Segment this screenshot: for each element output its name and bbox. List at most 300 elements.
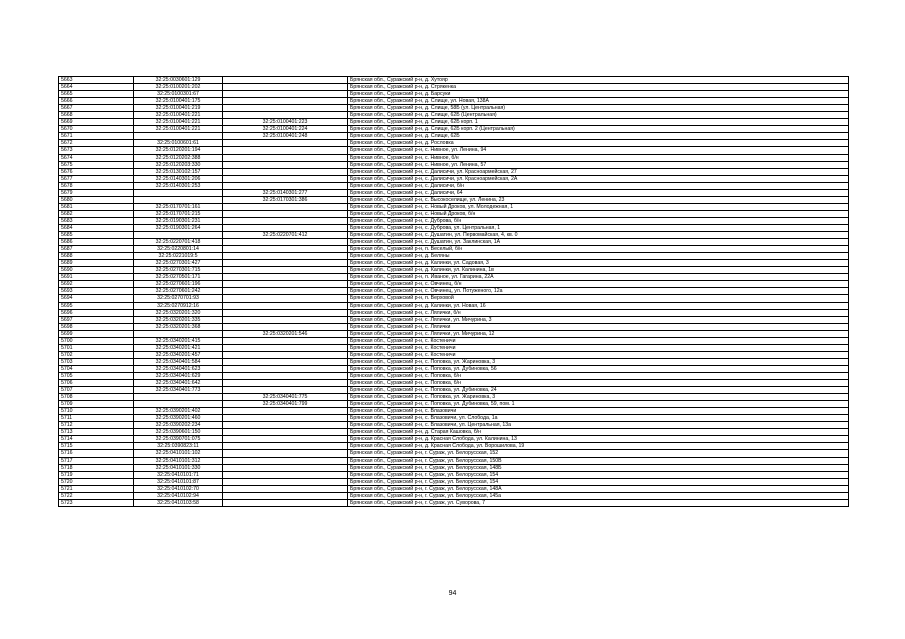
table-row: [59, 422, 849, 429]
table-row: [59, 175, 849, 182]
row-number-cell: 5704: [59, 365, 134, 372]
cadastral-number-cell: 32:25:0221019:5: [134, 253, 223, 260]
cadastral-number-cell: 32:25:0100401:175: [134, 98, 223, 105]
address-cell: Брянская обл., Суражский р-н, с. Поповка, б/н: [348, 380, 849, 387]
address-cell: Брянская обл., Суражский р-н, с. Нивное, ул. Ленина, 57: [348, 161, 849, 168]
row-number-cell: 5673: [59, 147, 134, 154]
row-number-cell: 5684: [59, 224, 134, 231]
row-number-cell: 5693: [59, 288, 134, 295]
cadastral-number-cell: 32:25:0390202:234: [134, 422, 223, 429]
row-number-cell: 5671: [59, 133, 134, 140]
address-cell: Брянская обл., Суражский р-н, с. Нивное, ул. Ленина, 94: [348, 147, 849, 154]
row-number-cell: 5681: [59, 203, 134, 210]
building-cadastral-number-cell: 32:25:0220701:412: [223, 232, 348, 239]
cadastral-number-cell: 32:25:0190301:264: [134, 224, 223, 231]
building-cadastral-number-cell: [223, 161, 348, 168]
row-number-cell: 5722: [59, 492, 134, 499]
row-number-cell: 5691: [59, 274, 134, 281]
table-row: [59, 485, 849, 492]
table-row: [59, 133, 849, 140]
building-cadastral-number-cell: [223, 337, 348, 344]
address-cell: Брянская обл., Суражский р-н, с. Нивное, б/н: [348, 154, 849, 161]
address-cell: Брянская обл., Суражский р-н, с. Поповка, ул. Дубиновка, 24: [348, 387, 849, 394]
table-row: [59, 478, 849, 485]
row-number-cell: 5678: [59, 182, 134, 189]
table-row: [59, 464, 849, 471]
table-row: [59, 429, 849, 436]
page-number: 94: [448, 590, 457, 597]
row-number-cell: 5712: [59, 422, 134, 429]
registry-table-body: [59, 77, 849, 507]
building-cadastral-number-cell: [223, 217, 348, 224]
row-number-cell: 5667: [59, 105, 134, 112]
building-cadastral-number-cell: [223, 365, 348, 372]
address-cell: Брянская обл., Суражский р-н, с. Лялички, ул. Мичурина, 12: [348, 330, 849, 337]
cadastral-number-cell: 32:25:0320201:368: [134, 323, 223, 330]
table-row: [59, 471, 849, 478]
table-row: [59, 217, 849, 224]
row-number-cell: 5715: [59, 443, 134, 450]
building-cadastral-number-cell: 32:25:0170301:386: [223, 196, 348, 203]
row-number-cell: 5711: [59, 415, 134, 422]
cadastral-number-cell: 32:25:0410102:94: [134, 492, 223, 499]
table-row: [59, 119, 849, 126]
building-cadastral-number-cell: [223, 91, 348, 98]
address-cell: Брянская обл., Суражский р-н, д. Старая Кашовка, б/н: [348, 429, 849, 436]
building-cadastral-number-cell: [223, 246, 348, 253]
row-number-cell: 5669: [59, 119, 134, 126]
building-cadastral-number-cell: [223, 309, 348, 316]
cadastral-number-cell: 32:25:0340401:584: [134, 358, 223, 365]
building-cadastral-number-cell: [223, 281, 348, 288]
cadastral-number-cell: 32:25:0320201:335: [134, 316, 223, 323]
cadastral-number-cell: 32:25:0270501:171: [134, 274, 223, 281]
table-row: [59, 499, 849, 506]
cadastral-number-cell: 32:25:0340401:629: [134, 372, 223, 379]
building-cadastral-number-cell: [223, 499, 348, 506]
row-number-cell: 5687: [59, 246, 134, 253]
row-number-cell: 5685: [59, 232, 134, 239]
row-number-cell: 5680: [59, 196, 134, 203]
registry-table: [58, 76, 849, 507]
row-number-cell: 5682: [59, 210, 134, 217]
cadastral-number-cell: 32:25:0410101:102: [134, 450, 223, 457]
cadastral-number-cell: 32:25:0100401:221: [134, 126, 223, 133]
building-cadastral-number-cell: [223, 274, 348, 281]
cadastral-number-cell: 32:25:0340401:642: [134, 380, 223, 387]
table-row: [59, 98, 849, 105]
cadastral-number-cell: 32:25:0390823:11: [134, 443, 223, 450]
row-number-cell: 5720: [59, 478, 134, 485]
cadastral-number-cell: 32:25:0120201:194: [134, 147, 223, 154]
address-cell: Брянская обл., Суражский р-н, с. Овчинец, ул. Потуженого, 12а: [348, 288, 849, 295]
cadastral-number-cell: 32:25:0100201:202: [134, 84, 223, 91]
table-row: [59, 302, 849, 309]
address-cell: Брянская обл., Суражский р-н, с. Новый Дроков, ул. Молодежная, 1: [348, 203, 849, 210]
address-cell: Брянская обл., Суражский р-н, с. Далисичи, ул. Красноармейская, 27: [348, 168, 849, 175]
address-cell: Брянская обл., Суражский р-н, д. Слище, 62Б корп. 2 (Центральная): [348, 126, 849, 133]
row-number-cell: 5692: [59, 281, 134, 288]
cadastral-number-cell: 32:25:0270601:242: [134, 288, 223, 295]
address-cell: Брянская обл., Суражский р-н, с. Далисичи, ул. Красноармейская, 2А: [348, 175, 849, 182]
address-cell: Брянская обл., Суражский р-н, с. Новый Дроков, б/н: [348, 210, 849, 217]
address-cell: Брянская обл., Суражский р-н, с. Высокоселище, ул. Ленина, 23: [348, 196, 849, 203]
cadastral-number-cell: 32:25:0170701:161: [134, 203, 223, 210]
cadastral-number-cell: 32:25:0130102:157: [134, 168, 223, 175]
address-cell: Брянская обл., Суражский р-н, с. Поповка, ул. Жариновка, 3: [348, 358, 849, 365]
row-number-cell: 5664: [59, 84, 134, 91]
cadastral-number-cell: 32:25:0340401:623: [134, 365, 223, 372]
table-row: [59, 224, 849, 231]
building-cadastral-number-cell: [223, 316, 348, 323]
row-number-cell: 5706: [59, 380, 134, 387]
row-number-cell: 5688: [59, 253, 134, 260]
address-cell: Брянская обл., Суражский р-н, г. Сураж, ул. Белорусская, 148Б: [348, 464, 849, 471]
address-cell: Брянская обл., Суражский р-н, д. Красная Слобода, ул. Ворошилова, 19: [348, 443, 849, 450]
registry-table-container: [58, 76, 848, 507]
table-row: [59, 457, 849, 464]
building-cadastral-number-cell: [223, 98, 348, 105]
cadastral-number-cell: 32:25:0220801:14: [134, 246, 223, 253]
building-cadastral-number-cell: [223, 415, 348, 422]
table-row: [59, 351, 849, 358]
building-cadastral-number-cell: [223, 408, 348, 415]
address-cell: Брянская обл., Суражский р-н, с. Лялички, ул. Мичурина, 3: [348, 316, 849, 323]
building-cadastral-number-cell: 32:25:0100401:248: [223, 133, 348, 140]
row-number-cell: 5702: [59, 351, 134, 358]
row-number-cell: 5666: [59, 98, 134, 105]
cadastral-number-cell: 32:25:0270301:715: [134, 267, 223, 274]
address-cell: Брянская обл., Суражский р-н, п. Верховой: [348, 295, 849, 302]
row-number-cell: 5672: [59, 140, 134, 147]
row-number-cell: 5718: [59, 464, 134, 471]
row-number-cell: 5717: [59, 457, 134, 464]
row-number-cell: 5699: [59, 330, 134, 337]
cadastral-number-cell: [134, 189, 223, 196]
address-cell: Брянская обл., Суражский р-н, с. Поповка, ул. Дубиновка, 59, пом. 1: [348, 401, 849, 408]
row-number-cell: 5716: [59, 450, 134, 457]
row-number-cell: 5694: [59, 295, 134, 302]
table-row: [59, 288, 849, 295]
row-number-cell: 5695: [59, 302, 134, 309]
table-row: [59, 147, 849, 154]
row-number-cell: 5689: [59, 260, 134, 267]
address-cell: Брянская обл., Суражский р-н, д. Калинки, ул. Садовая, 3: [348, 260, 849, 267]
address-cell: Брянская обл., Суражский р-н, д. Красная Слобода, ул. Калинина, 13: [348, 436, 849, 443]
cadastral-number-cell: [134, 232, 223, 239]
cadastral-number-cell: 32:25:0270701:93: [134, 295, 223, 302]
building-cadastral-number-cell: [223, 358, 348, 365]
row-number-cell: 5676: [59, 168, 134, 175]
row-number-cell: 5709: [59, 401, 134, 408]
table-row: [59, 154, 849, 161]
table-row: [59, 372, 849, 379]
cadastral-number-cell: 32:25:0340401:773: [134, 387, 223, 394]
row-number-cell: 5675: [59, 161, 134, 168]
cadastral-number-cell: 32:25:0170701:215: [134, 210, 223, 217]
building-cadastral-number-cell: [223, 154, 348, 161]
table-row: [59, 295, 849, 302]
address-cell: Брянская обл., Суражский р-н, д. Беляны: [348, 253, 849, 260]
address-cell: Брянская обл., Суражский р-н, с. Влазовичи, ул. Слобода, 1а: [348, 415, 849, 422]
row-number-cell: 5690: [59, 267, 134, 274]
building-cadastral-number-cell: [223, 429, 348, 436]
address-cell: Брянская обл., Суражский р-н, д. Хутояр: [348, 77, 849, 84]
building-cadastral-number-cell: [223, 147, 348, 154]
row-number-cell: 5723: [59, 499, 134, 506]
building-cadastral-number-cell: 32:25:0100401:224: [223, 126, 348, 133]
building-cadastral-number-cell: [223, 253, 348, 260]
cadastral-number-cell: 32:25:0140301:253: [134, 182, 223, 189]
building-cadastral-number-cell: [223, 175, 348, 182]
address-cell: Брянская обл., Суражский р-н, д. Барсуки: [348, 91, 849, 98]
building-cadastral-number-cell: 32:25:0100401:223: [223, 119, 348, 126]
table-row: [59, 77, 849, 84]
table-row: [59, 203, 849, 210]
building-cadastral-number-cell: [223, 302, 348, 309]
table-row: [59, 182, 849, 189]
table-row: [59, 408, 849, 415]
address-cell: Брянская обл., Суражский р-н, с. Далисичи, 64: [348, 189, 849, 196]
table-row: [59, 112, 849, 119]
table-row: [59, 492, 849, 499]
address-cell: Брянская обл., Суражский р-н, с. Поповка, б/н: [348, 372, 849, 379]
address-cell: Брянская обл., Суражский р-н, д. Калинки, ул. Калинина, 1в: [348, 267, 849, 274]
building-cadastral-number-cell: [223, 112, 348, 119]
row-number-cell: 5683: [59, 217, 134, 224]
table-row: [59, 239, 849, 246]
row-number-cell: 5697: [59, 316, 134, 323]
building-cadastral-number-cell: [223, 210, 348, 217]
table-row: [59, 189, 849, 196]
table-row: [59, 274, 849, 281]
address-cell: Брянская обл., Суражский р-н, с. Костеничи: [348, 337, 849, 344]
row-number-cell: 5713: [59, 429, 134, 436]
building-cadastral-number-cell: [223, 267, 348, 274]
row-number-cell: 5698: [59, 323, 134, 330]
table-row: [59, 316, 849, 323]
table-row: [59, 260, 849, 267]
cadastral-number-cell: 32:25:0270601:196: [134, 281, 223, 288]
building-cadastral-number-cell: [223, 485, 348, 492]
row-number-cell: 5707: [59, 387, 134, 394]
address-cell: Брянская обл., Суражский р-н, г. Сураж, ул. Белорусская, 152: [348, 450, 849, 457]
cadastral-number-cell: [134, 401, 223, 408]
table-row: [59, 84, 849, 91]
table-row: [59, 330, 849, 337]
building-cadastral-number-cell: [223, 84, 348, 91]
cadastral-number-cell: 32:25:0100601:61: [134, 140, 223, 147]
address-cell: Брянская обл., Суражский р-н, д. Слище, 62Б: [348, 133, 849, 140]
table-row: [59, 387, 849, 394]
table-row: [59, 161, 849, 168]
cadastral-number-cell: 32:25:0390201:460: [134, 415, 223, 422]
cadastral-number-cell: 32:25:0410101:87: [134, 478, 223, 485]
address-cell: Брянская обл., Суражский р-н, д. Калинки, ул. Новая, 16: [348, 302, 849, 309]
cadastral-number-cell: 32:25:0410103:58: [134, 499, 223, 506]
cadastral-number-cell: 32:25:0390701:075: [134, 436, 223, 443]
table-row: [59, 232, 849, 239]
address-cell: Брянская обл., Суражский р-н, с. Влазовичи, ул. Центральная, 13а: [348, 422, 849, 429]
building-cadastral-number-cell: [223, 464, 348, 471]
building-cadastral-number-cell: [223, 182, 348, 189]
cadastral-number-cell: 32:25:0190301:231: [134, 217, 223, 224]
cadastral-number-cell: 32:25:0100401:221: [134, 112, 223, 119]
address-cell: Брянская обл., Суражский р-н, с. Лялички, б/н: [348, 309, 849, 316]
table-row: [59, 91, 849, 98]
address-cell: Брянская обл., Суражский р-н, с. Далисичи, б/н: [348, 182, 849, 189]
building-cadastral-number-cell: [223, 203, 348, 210]
table-row: [59, 168, 849, 175]
row-number-cell: 5668: [59, 112, 134, 119]
address-cell: Брянская обл., Суражский р-н, с. Влазовичи: [348, 408, 849, 415]
row-number-cell: 5674: [59, 154, 134, 161]
cadastral-number-cell: 32:25:0100401:221: [134, 119, 223, 126]
address-cell: Брянская обл., Суражский р-н, д. Слище, 58Б (ул. Центральная): [348, 105, 849, 112]
table-row: [59, 309, 849, 316]
building-cadastral-number-cell: 32:25:0340401:799: [223, 401, 348, 408]
address-cell: Брянская обл., Суражский р-н, с. Костеничи: [348, 344, 849, 351]
cadastral-number-cell: 32:25:0390201:402: [134, 408, 223, 415]
address-cell: Брянская обл., Суражский р-н, с. Душатин, ул. Первомайская, 4, кв. 0: [348, 232, 849, 239]
building-cadastral-number-cell: [223, 140, 348, 147]
building-cadastral-number-cell: [223, 380, 348, 387]
table-row: [59, 196, 849, 203]
address-cell: Брянская обл., Суражский р-н, п. Иваное, ул. Гагарина, 22А: [348, 274, 849, 281]
table-row: [59, 344, 849, 351]
building-cadastral-number-cell: [223, 77, 348, 84]
row-number-cell: 5696: [59, 309, 134, 316]
cadastral-number-cell: 32:25:0220701:418: [134, 239, 223, 246]
row-number-cell: 5700: [59, 337, 134, 344]
building-cadastral-number-cell: [223, 372, 348, 379]
address-cell: Брянская обл., Суражский р-н, г. Сураж, ул. Белорусская, 145а: [348, 492, 849, 499]
cadastral-number-cell: 32:25:0270912:16: [134, 302, 223, 309]
cadastral-number-cell: 32:25:0140301:206: [134, 175, 223, 182]
row-number-cell: 5686: [59, 239, 134, 246]
cadastral-number-cell: 32:25:0100301:67: [134, 91, 223, 98]
building-cadastral-number-cell: [223, 457, 348, 464]
table-row: [59, 281, 849, 288]
address-cell: Брянская обл., Суражский р-н, с. Поповка, ул. Дубиновка, 56: [348, 365, 849, 372]
building-cadastral-number-cell: [223, 436, 348, 443]
table-row: [59, 140, 849, 147]
address-cell: Брянская обл., Суражский р-н, д. Слище, 62Б корп. 1: [348, 119, 849, 126]
address-cell: Брянская обл., Суражский р-н, г. Сураж, ул. Белорусская, 154: [348, 471, 849, 478]
building-cadastral-number-cell: [223, 443, 348, 450]
table-row: [59, 210, 849, 217]
table-row: [59, 415, 849, 422]
cadastral-number-cell: [134, 196, 223, 203]
cadastral-number-cell: 32:25:0340201:421: [134, 344, 223, 351]
table-row: [59, 394, 849, 401]
address-cell: Брянская обл., Суражский р-н, с. Лялички: [348, 323, 849, 330]
row-number-cell: 5721: [59, 485, 134, 492]
row-number-cell: 5663: [59, 77, 134, 84]
building-cadastral-number-cell: 32:25:0320201:546: [223, 330, 348, 337]
row-number-cell: 5714: [59, 436, 134, 443]
row-number-cell: 5665: [59, 91, 134, 98]
table-row: [59, 365, 849, 372]
table-row: [59, 323, 849, 330]
building-cadastral-number-cell: [223, 168, 348, 175]
building-cadastral-number-cell: [223, 295, 348, 302]
row-number-cell: 5710: [59, 408, 134, 415]
cadastral-number-cell: 32:25:0100401:219: [134, 105, 223, 112]
table-row: [59, 105, 849, 112]
building-cadastral-number-cell: [223, 344, 348, 351]
cadastral-number-cell: 32:25:0340201:415: [134, 337, 223, 344]
table-row: [59, 253, 849, 260]
row-number-cell: 5719: [59, 471, 134, 478]
cadastral-number-cell: 32:25:0410101:312: [134, 457, 223, 464]
table-row: [59, 401, 849, 408]
row-number-cell: 5670: [59, 126, 134, 133]
address-cell: Брянская обл., Суражский р-н, г. Сураж, ул. Суворова, 7: [348, 499, 849, 506]
table-row: [59, 436, 849, 443]
cadastral-number-cell: 32:25:0120202:388: [134, 154, 223, 161]
cadastral-number-cell: [134, 394, 223, 401]
cadastral-number-cell: 32:25:0320201:320: [134, 309, 223, 316]
address-cell: Брянская обл., Суражский р-н, с. Дуброва, б/н: [348, 217, 849, 224]
address-cell: Брянская обл., Суражский р-н, с. Душатин, ул. Заклинская, 1А: [348, 239, 849, 246]
building-cadastral-number-cell: [223, 478, 348, 485]
building-cadastral-number-cell: [223, 422, 348, 429]
address-cell: Брянская обл., Суражский р-н, г. Сураж, ул. Белорусская, 148А: [348, 485, 849, 492]
address-cell: Брянская обл., Суражский р-н, с. Овчинец, б/н: [348, 281, 849, 288]
building-cadastral-number-cell: 32:25:0140301:277: [223, 189, 348, 196]
building-cadastral-number-cell: [223, 239, 348, 246]
building-cadastral-number-cell: [223, 471, 348, 478]
row-number-cell: 5705: [59, 372, 134, 379]
building-cadastral-number-cell: [223, 224, 348, 231]
cadastral-number-cell: 32:25:0340201:457: [134, 351, 223, 358]
cadastral-number-cell: [134, 133, 223, 140]
table-row: [59, 450, 849, 457]
row-number-cell: 5703: [59, 358, 134, 365]
row-number-cell: 5701: [59, 344, 134, 351]
building-cadastral-number-cell: [223, 260, 348, 267]
table-row: [59, 267, 849, 274]
table-row: [59, 246, 849, 253]
building-cadastral-number-cell: [223, 105, 348, 112]
building-cadastral-number-cell: [223, 492, 348, 499]
address-cell: Брянская обл., Суражский р-н, с. Поповка, ул. Жариновка, 3: [348, 394, 849, 401]
table-row: [59, 337, 849, 344]
table-row: [59, 443, 849, 450]
address-cell: Брянская обл., Суражский р-н, д. Слище, 62Б (Центральная): [348, 112, 849, 119]
address-cell: Брянская обл., Суражский р-н, д. Рословка: [348, 140, 849, 147]
building-cadastral-number-cell: [223, 387, 348, 394]
cadastral-number-cell: 32:25:0030601:129: [134, 77, 223, 84]
address-cell: Брянская обл., Суражский р-н, г. Сураж, ул. Белорусская, 150В: [348, 457, 849, 464]
address-cell: Брянская обл., Суражский р-н, г. Сураж, ул. Белорусская, 154: [348, 478, 849, 485]
cadastral-number-cell: 32:25:0390601:150: [134, 429, 223, 436]
table-row: [59, 126, 849, 133]
cadastral-number-cell: 32:25:0270301:427: [134, 260, 223, 267]
building-cadastral-number-cell: [223, 323, 348, 330]
row-number-cell: 5677: [59, 175, 134, 182]
address-cell: Брянская обл., Суражский р-н, д. Слище, ул. Новая, 138А: [348, 98, 849, 105]
cadastral-number-cell: 32:25:0410101:71: [134, 471, 223, 478]
address-cell: Брянская обл., Суражский р-н, с. Костеничи: [348, 351, 849, 358]
address-cell: Брянская обл., Суражский р-н, д. Стрякенка: [348, 84, 849, 91]
cadastral-number-cell: 32:25:0410102:70: [134, 485, 223, 492]
table-row: [59, 358, 849, 365]
address-cell: Брянская обл., Суражский р-н, с. Дуброва, ул. Центральная, 1: [348, 224, 849, 231]
row-number-cell: 5708: [59, 394, 134, 401]
table-row: [59, 380, 849, 387]
